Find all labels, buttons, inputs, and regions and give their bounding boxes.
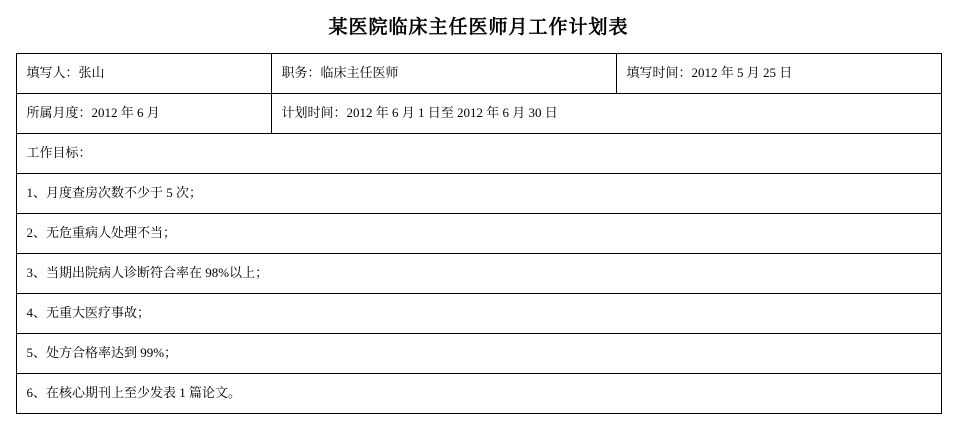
cell-goal-heading: [16, 134, 941, 174]
table-row-period-info: [16, 94, 941, 134]
writer-label: 填写人：张山: [26, 64, 105, 80]
cell-goal-item: [16, 374, 941, 414]
cell-month: [16, 94, 271, 134]
table-row-header-info: [16, 54, 941, 94]
plan-period-label: 计划时间：2012 年 6 月 1 日至 2012 年 6 月 30 日: [281, 104, 558, 120]
goal-item-label: 3、当期出院病人诊断符合率在 98%以上；: [26, 264, 269, 280]
table-row: [16, 374, 941, 414]
cell-writer: [16, 54, 271, 94]
position-label: 职务：临床主任医师: [281, 64, 399, 80]
cell-goal-item: [16, 214, 941, 254]
table-row: [16, 174, 941, 214]
table-row: [16, 254, 941, 294]
cell-position: [271, 54, 616, 94]
goal-item-label: 2、无危重病人处理不当；: [26, 224, 177, 240]
month-label: 所属月度：2012 年 6 月: [26, 104, 160, 120]
goal-item-label: 4、无重大医疗事故；: [26, 304, 151, 320]
work-plan-table: [16, 53, 942, 414]
cell-goal-item: [16, 254, 941, 294]
cell-fill-date: [616, 54, 941, 94]
fill-date-label: 填写时间：2012 年 5 月 25 日: [626, 64, 793, 80]
table-row: [16, 294, 941, 334]
goal-heading-label: 工作目标：: [26, 144, 92, 160]
page-title: 某医院临床主任医师月工作计划表: [328, 17, 629, 38]
goal-item-label: 6、在核心期刊上至少发表 1 篇论文。: [26, 384, 242, 400]
goal-item-label: 1、月度查房次数不少于 5 次；: [26, 184, 203, 200]
cell-goal-item: [16, 294, 941, 334]
table-row: [16, 214, 941, 254]
cell-plan-period: [271, 94, 941, 134]
table-row-goal-heading: [16, 134, 941, 174]
cell-goal-item: [16, 334, 941, 374]
cell-goal-item: [16, 174, 941, 214]
table-row: [16, 334, 941, 374]
goal-item-label: 5、处方合格率达到 99%；: [26, 344, 178, 360]
